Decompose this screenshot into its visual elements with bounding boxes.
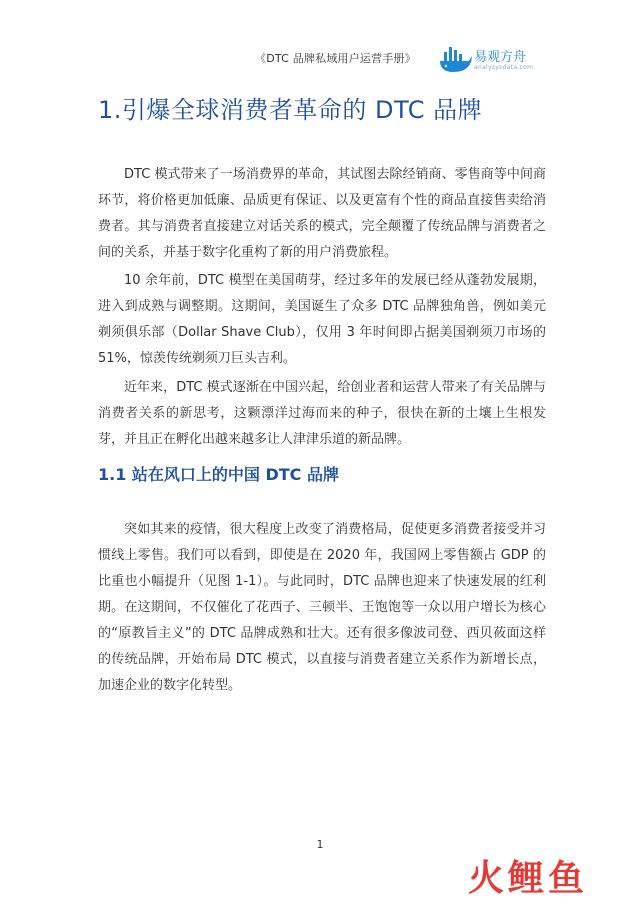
page-number: 1: [316, 838, 324, 851]
section-paragraph: 突如其来的疫情，很大程度上改变了消费格局，促使更多消费者接受并习惯线上零售。我们可以看到，即使是在 2020 年，我国网上零售额占 GDP 的比重也小幅提升（见图 1-1）。与此同时，DTC 品牌也迎来了快速发展的红利期。在这期间，不仅催化了花西子、三顿半、王饱饱等一众以用户增长为核心的“原教旨主义”的 DTC 品牌成熟和壮大。还有很多像波司登、西贝莜面这样的传统品牌，开始布局 DTC 模式，以直接与消费者建立关系作为新增长点，加速企业的数字化转型。: [98, 522, 546, 693]
chapter-paragraph-2: 10 余年前，DTC 模型在美国萌芽，经过多年的发展已经从蓬勃发展期，进入到成熟与调整期。这期间，美国诞生了众多 DTC 品牌独角兽，例如美元剃须俱乐部（Dollar Shave Club），仅用 3 年时间即占据美国剃须刀市场的 51%，惊羡传统剃须刀巨头吉利。: [98, 273, 546, 366]
watermark-logo: [468, 852, 618, 900]
document-header-title: 《DTC 品牌私域用户运营手册》: [255, 52, 416, 65]
section-title: 1.1 站在风口上的中国 DTC 品牌: [98, 465, 339, 484]
watermark-text: 火鲤鱼: [468, 858, 589, 899]
logo-brand-name: 易观方舟: [474, 50, 527, 65]
whale-bar-chart-logo-icon: [438, 44, 472, 74]
chapter-paragraph-1: DTC 模式带来了一场消费界的革命，其试图去除经销商、零售商等中间商环节，将价格更加低廉、品质更有保证、以及更富有个性的商品直接售卖给消费者。其与消费者直接建立对话关系的模式，完全颠覆了传统品牌与消费者之间的关系，并基于数字化重构了新的用户消费旅程。: [98, 167, 546, 260]
chapter-title: 1.引爆全球消费者革命的 DTC 品牌: [98, 96, 483, 124]
analysys-logo: [438, 44, 578, 78]
chapter-paragraph-3: 近年来，DTC 模式逐渐在中国兴起，给创业者和运营人带来了有关品牌与消费者关系的新思考，这颗漂洋过海而来的种子，很快在新的土壤上生根发芽，并且正在孵化出越来越多让人津津乐道的新品牌。: [98, 380, 546, 447]
logo-website: analysysdata.com: [474, 64, 534, 71]
